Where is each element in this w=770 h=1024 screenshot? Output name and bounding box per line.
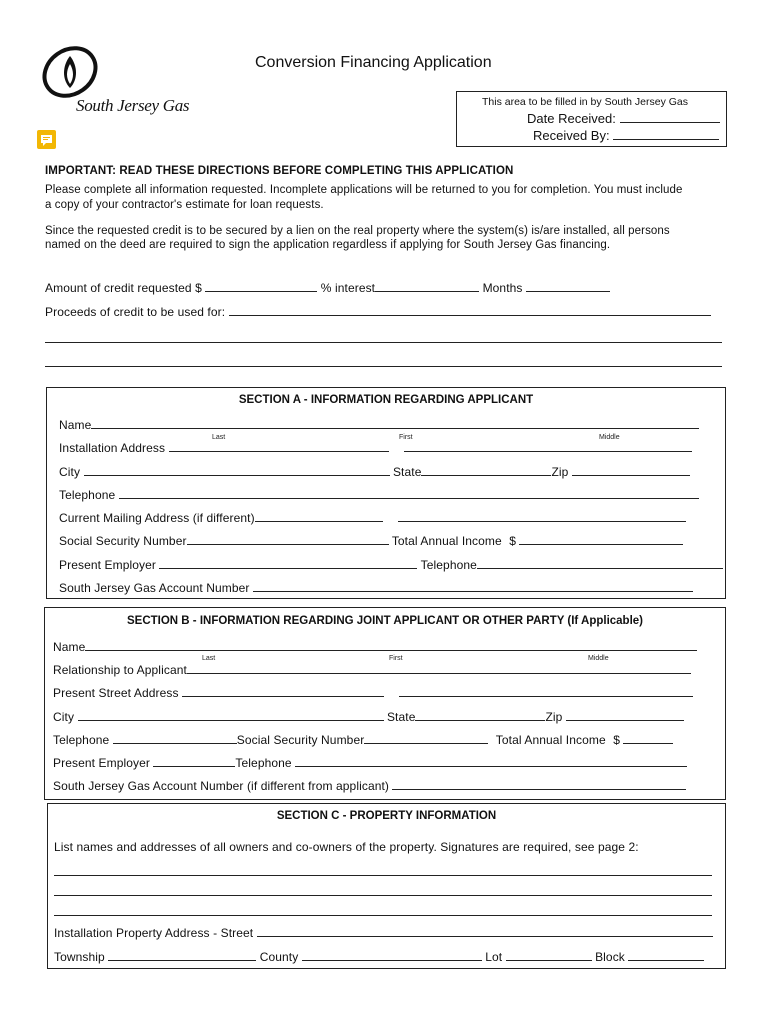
a-income-label: Total Annual Income [391,534,502,548]
a-city-label: City [59,465,81,479]
a-zip-label: Zip [551,465,569,479]
company-logo [40,44,200,124]
b-income-label: Total Annual Income [495,733,606,747]
a-sub-middle: Middle [599,434,620,441]
b-income-field[interactable] [623,732,673,744]
b-city-row [53,709,684,724]
c-block-field[interactable] [628,949,704,961]
interest-label: % interest [320,281,376,295]
b-zip-field[interactable] [566,709,684,721]
section-a-title: SECTION A - INFORMATION REGARDING APPLICANT [238,394,534,406]
a-ssn-field[interactable] [187,533,389,545]
a-name-label: Name [59,418,92,432]
c-install-label: Installation Property Address - Street [54,926,254,940]
comment-icon[interactable] [37,130,56,149]
b-relationship-label: Relationship to Applicant [53,663,187,677]
b-sub-middle: Middle [588,655,609,662]
office-note: This area to be filled in by South Jersey Gas [482,96,689,108]
a-account-field[interactable] [253,580,693,592]
date-received-row [527,111,720,126]
b-city-field[interactable] [78,709,384,721]
b-street-label: Present Street Address [53,686,179,700]
a-mailing-label: Current Mailing Address (if different) [59,511,255,525]
a-employer-phone-field[interactable] [477,557,723,569]
a-state-field[interactable] [421,464,551,476]
b-sub-last: Last [202,655,216,662]
received-by-row [533,128,719,143]
b-name-field[interactable] [85,639,697,651]
section-b [44,607,726,800]
office-use-box [456,91,727,147]
a-account-label: South Jersey Gas Account Number [59,581,250,595]
c-township-row [54,949,704,964]
a-income-field[interactable] [519,533,683,545]
section-c [47,803,726,969]
a-install-row [59,440,692,455]
proceeds-line-3[interactable] [45,366,722,367]
a-dollar: $ [509,534,517,548]
directions-para1-line1: Please complete all information requested. Incomplete applications will be returned to you for completion. You must include [45,184,683,196]
b-name-row [53,639,697,654]
c-lot-label: Lot [485,950,503,964]
c-install-row [54,925,713,940]
proceeds-field[interactable] [229,304,711,316]
c-owners-label: List names and addresses of all owners and co-owners of the property. Signatures are required, see page 2: [54,840,639,854]
a-mailing-field-1[interactable] [255,510,383,522]
c-owners-line-3[interactable] [54,915,712,916]
b-relationship-row [53,662,691,677]
b-ssn-label: Social Security Number [236,733,365,747]
b-account-field[interactable] [392,778,686,790]
proceeds-label: Proceeds of credit to be used for: [45,305,226,319]
c-owners-line-2[interactable] [54,895,712,896]
b-ssn-field[interactable] [364,732,488,744]
c-block-label: Block [595,950,625,964]
months-field[interactable] [526,280,610,292]
b-city-label: City [53,710,75,724]
a-name-row [59,417,699,432]
b-zip-label: Zip [545,710,563,724]
a-city-field[interactable] [84,464,390,476]
section-a [46,387,726,599]
a-employer-label: Present Employer [59,558,156,572]
c-township-label: Township [54,950,105,964]
a-zip-field[interactable] [572,464,690,476]
date-received-label: Date Received: [527,111,616,126]
b-account-row [53,778,686,793]
c-county-field[interactable] [302,949,482,961]
c-owners-line-1[interactable] [54,875,712,876]
b-state-field[interactable] [415,709,545,721]
b-phone-field[interactable] [113,732,237,744]
a-install-field-2[interactable] [404,440,692,452]
amount-field[interactable] [205,280,317,292]
received-by-field[interactable] [613,128,719,140]
directions-para1-line2: a copy of your contractor's estimate for loan requests. [45,199,324,211]
b-dollar: $ [613,733,620,747]
c-county-label: County [259,950,299,964]
a-phone-field[interactable] [119,487,699,499]
interest-field[interactable] [375,280,479,292]
a-city-row [59,464,690,479]
page-title: Conversion Financing Application [255,54,492,71]
b-employer-phone-label: Telephone [235,756,292,770]
proceeds-row [45,304,711,319]
a-mailing-field-2[interactable] [398,510,686,522]
months-label: Months [482,281,523,295]
a-employer-phone-label: Telephone [420,558,477,572]
a-ssn-label: Social Security Number [59,534,187,548]
a-ssn-row [59,533,683,548]
a-install-field-1[interactable] [169,440,389,452]
directions-heading: IMPORTANT: READ THESE DIRECTIONS BEFORE COMPLETING THIS APPLICATION [45,165,514,177]
a-account-row [59,580,693,595]
directions-para2-line1: Since the requested credit is to be secured by a lien on the real property where the system(s) is/are installed, all persons [45,225,670,237]
flame-logo-icon [40,44,110,104]
a-employer-field[interactable] [159,557,417,569]
b-state-label: State [386,710,416,724]
b-employer-row [53,755,687,770]
a-employer-row [59,557,723,572]
amount-label: Amount of credit requested $ [45,281,202,295]
a-phone-row [59,487,699,502]
date-received-field[interactable] [620,111,720,123]
a-sub-last: Last [212,434,226,441]
b-phone-label: Telephone [53,733,110,747]
b-name-label: Name [53,640,86,654]
a-name-field[interactable] [91,417,699,429]
c-lot-field[interactable] [506,949,592,961]
section-b-title: SECTION B - INFORMATION REGARDING JOINT APPLICANT OR OTHER PARTY (If Applicable) [126,615,644,627]
b-street-field-2[interactable] [399,685,693,697]
b-phone-row [53,732,673,747]
a-install-label: Installation Address [59,441,166,455]
proceeds-line-2[interactable] [45,342,722,343]
brand-name: South Jersey Gas [76,96,190,115]
b-relationship-field[interactable] [187,662,691,674]
b-employer-label: Present Employer [53,756,150,770]
c-township-field[interactable] [108,949,256,961]
b-employer-field[interactable] [153,755,235,767]
a-phone-label: Telephone [59,488,116,502]
credit-row [45,280,610,295]
section-c-title: SECTION C - PROPERTY INFORMATION [276,810,497,822]
received-by-label: Received By: [533,128,610,143]
a-sub-first: First [399,434,413,441]
c-install-field[interactable] [257,925,713,937]
b-sub-first: First [389,655,403,662]
b-employer-phone-field[interactable] [295,755,687,767]
directions-para2-line2: named on the deed are required to sign the application regardless if applying for South Jersey Gas financing. [45,239,611,251]
a-mailing-row [59,510,686,525]
a-state-label: State [392,465,422,479]
b-account-label: South Jersey Gas Account Number (if different from applicant) [53,779,390,793]
b-street-field-1[interactable] [182,685,384,697]
b-street-row [53,685,693,700]
